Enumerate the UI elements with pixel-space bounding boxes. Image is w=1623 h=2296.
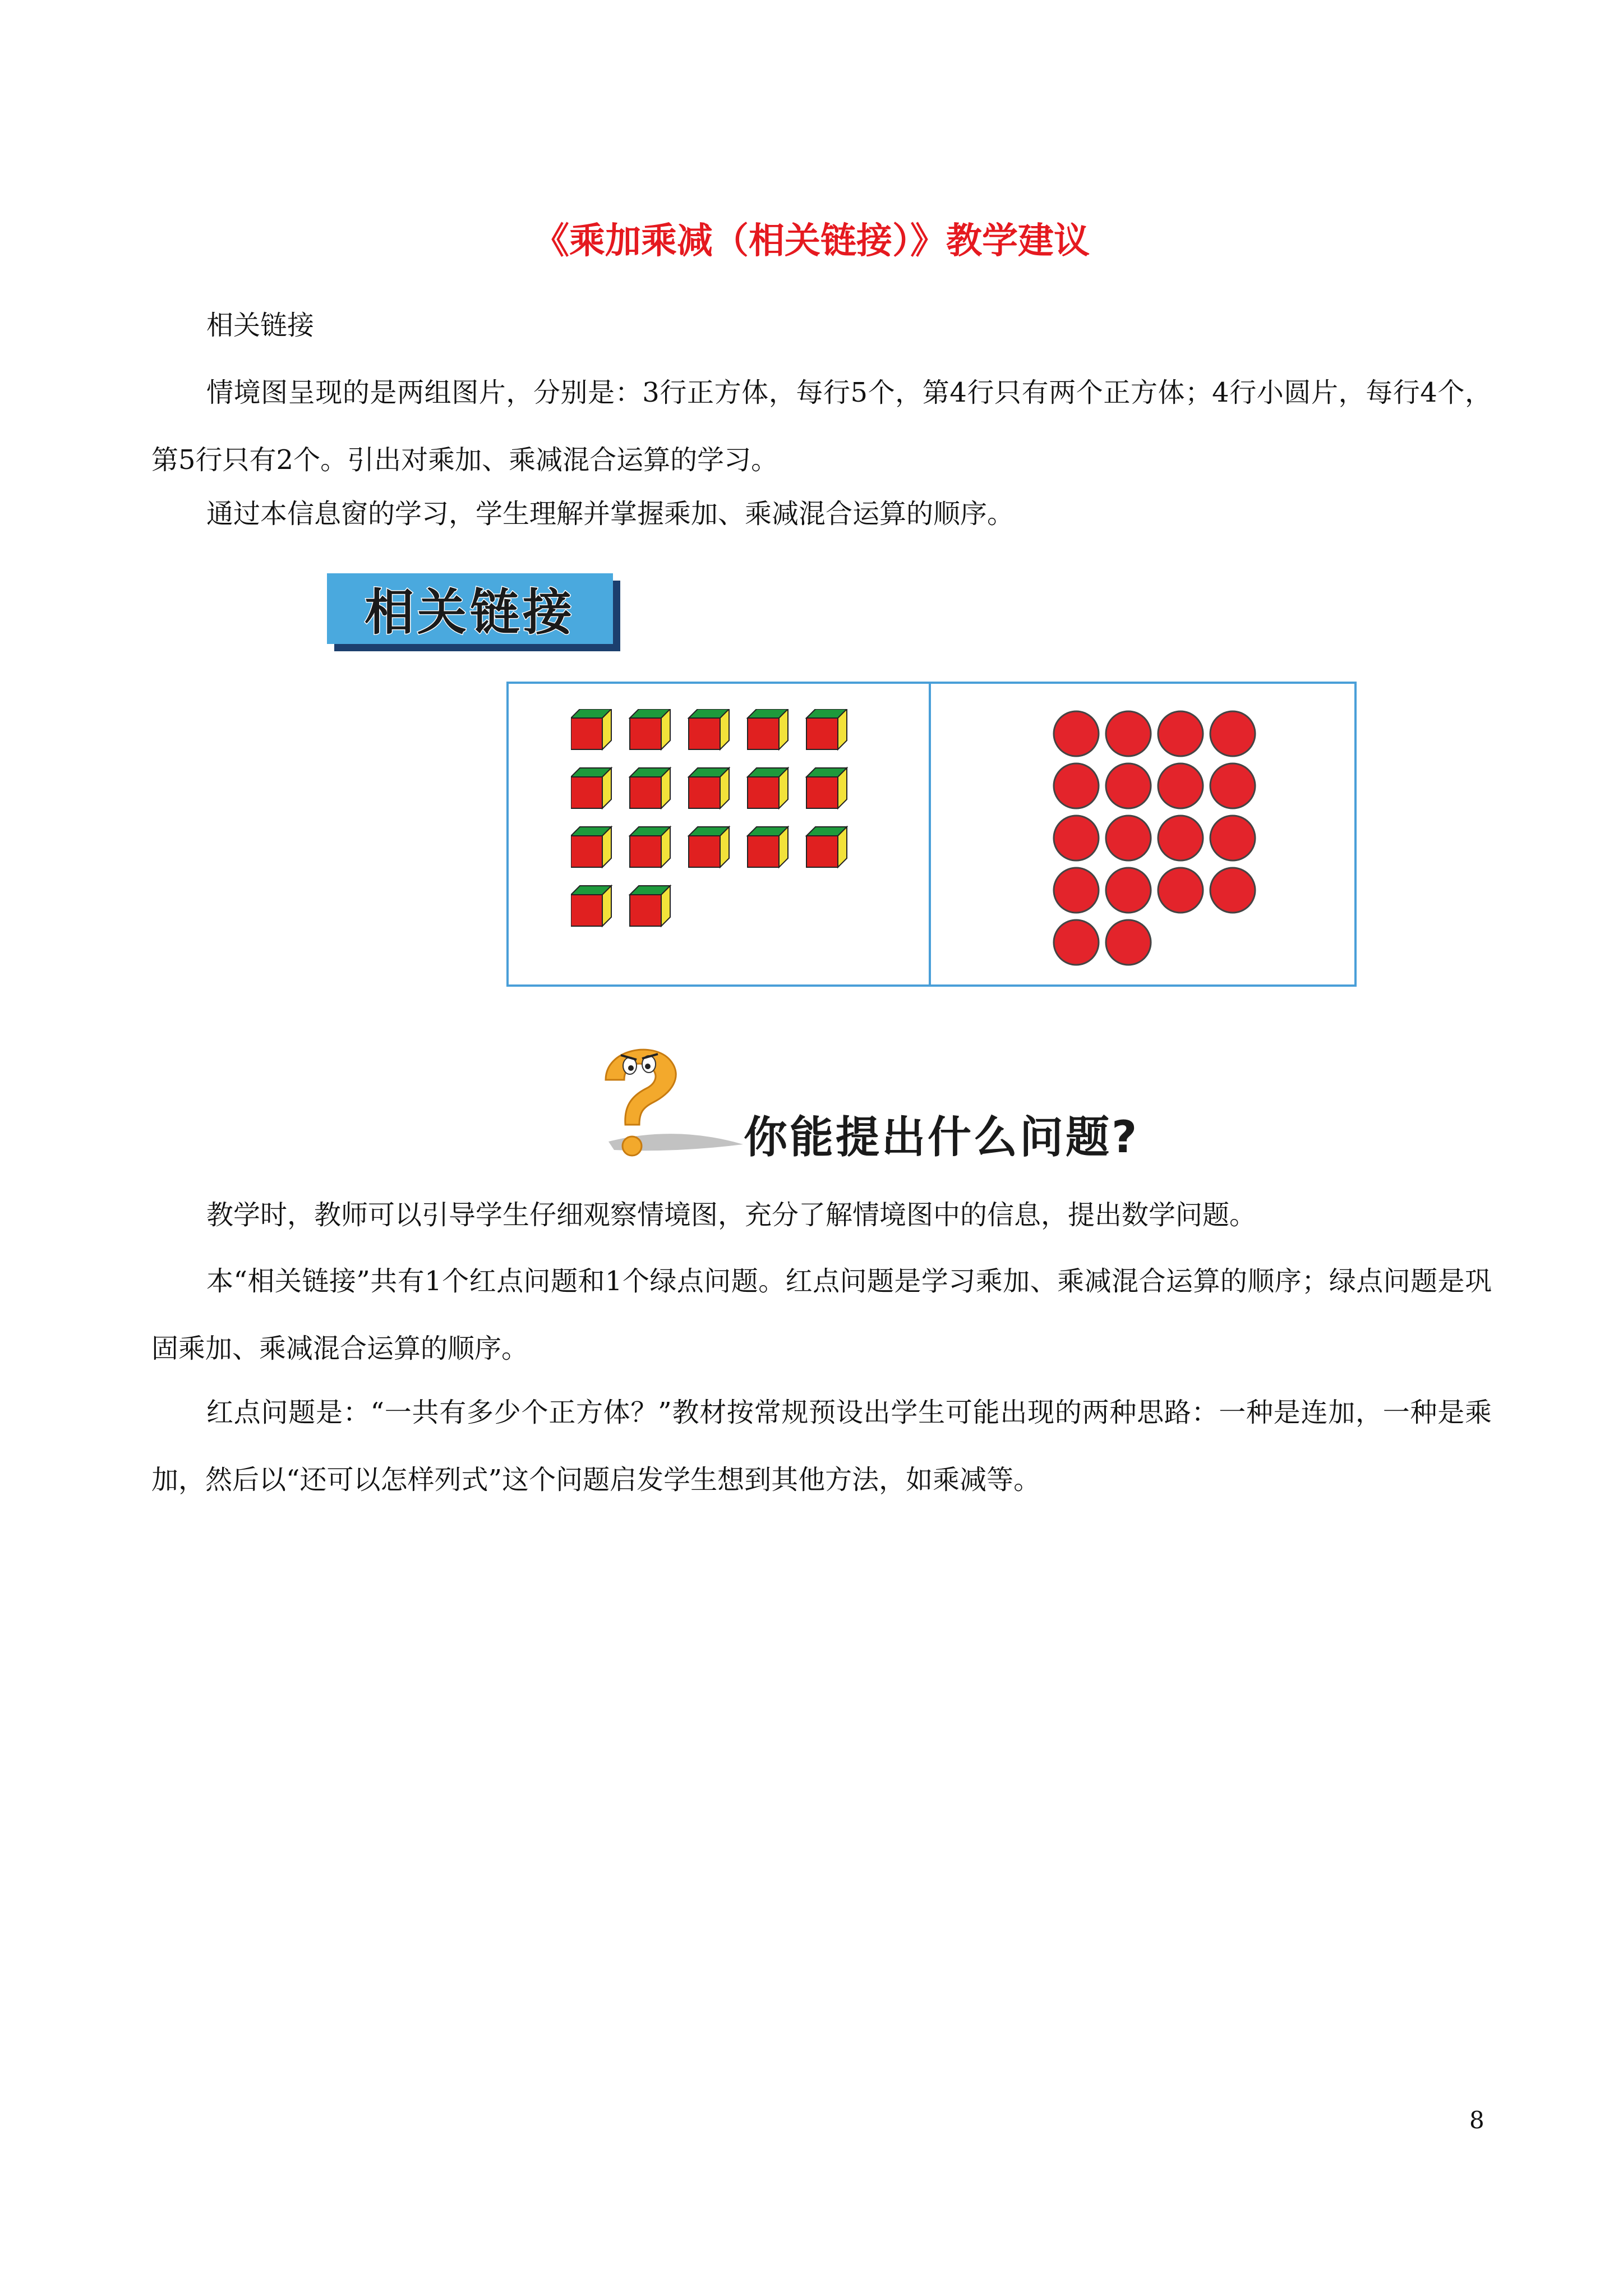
cube — [571, 709, 611, 749]
cube — [806, 827, 847, 867]
document-title: 《乘加乘减（相关链接）》教学建议 — [533, 220, 1090, 262]
dot — [1158, 711, 1203, 756]
dot — [1210, 868, 1255, 913]
question-mark-character-icon — [592, 1041, 749, 1170]
dot — [1106, 920, 1151, 965]
cube — [571, 827, 611, 867]
dot — [1210, 816, 1255, 861]
dot — [1158, 816, 1203, 861]
dot — [1158, 868, 1203, 913]
dot — [1210, 711, 1255, 756]
related-link-banner — [327, 573, 613, 644]
dot — [1054, 868, 1099, 913]
dot — [1106, 763, 1151, 808]
paragraph-red-dot-question: 红点问题是：“一共有多少个正方体？”教材按常规预设出学生可能出现的两种思路：一种是连加，一种是乘加，然后以“还可以怎样列式”这个问题启发学生想到其他方法，如乘减等。 — [151, 1397, 1492, 1496]
question-prompt: 你能提出什么问题? — [744, 1112, 1140, 1163]
cube — [806, 709, 847, 749]
cube — [630, 709, 670, 749]
dot — [1106, 816, 1151, 861]
dot-grid — [1052, 709, 1276, 978]
paragraph-section-heading: 相关链接 — [206, 310, 315, 341]
cube — [689, 768, 729, 808]
paragraph-question-summary: 本“相关链接”共有1个红点问题和1个绿点问题。红点问题是学习乘加、乘减混合运算的顺序；绿点问题是巩固乘加、乘减混合运算的顺序。 — [151, 1266, 1492, 1364]
cube — [748, 827, 788, 867]
dot — [1054, 816, 1099, 861]
dot — [1210, 763, 1255, 808]
dot — [1054, 920, 1099, 965]
page-number: 8 — [1469, 2106, 1484, 2134]
dot — [1106, 868, 1151, 913]
dot — [1054, 711, 1099, 756]
paragraph-teaching-guidance: 教学时，教师可以引导学生仔细观察情境图，充分了解情境图中的信息，提出数学问题。 — [206, 1199, 1257, 1231]
cube — [689, 709, 729, 749]
dot — [1106, 711, 1151, 756]
cube-grid — [571, 709, 863, 945]
scene-figure — [506, 682, 1357, 987]
cube — [630, 827, 670, 867]
banner-label: 相关链接 — [364, 583, 575, 641]
cube — [630, 768, 670, 808]
figure-divider — [929, 684, 931, 984]
cube — [571, 768, 611, 808]
paragraph-learning-goal: 通过本信息窗的学习，学生理解并掌握乘加、乘减混合运算的顺序。 — [206, 498, 1015, 530]
dot — [1158, 763, 1203, 808]
cube — [748, 768, 788, 808]
paragraph-scene-description: 情境图呈现的是两组图片，分别是：3行正方体，每行5个，第4行只有两个正方体；4行小圆片，每行4个，第5行只有2个。引出对乘加、乘减混合运算的学习。 — [151, 377, 1492, 476]
cube — [689, 827, 729, 867]
cube — [630, 886, 670, 926]
dot — [1054, 763, 1099, 808]
cube — [571, 886, 611, 926]
cube — [748, 709, 788, 749]
cube — [806, 768, 847, 808]
